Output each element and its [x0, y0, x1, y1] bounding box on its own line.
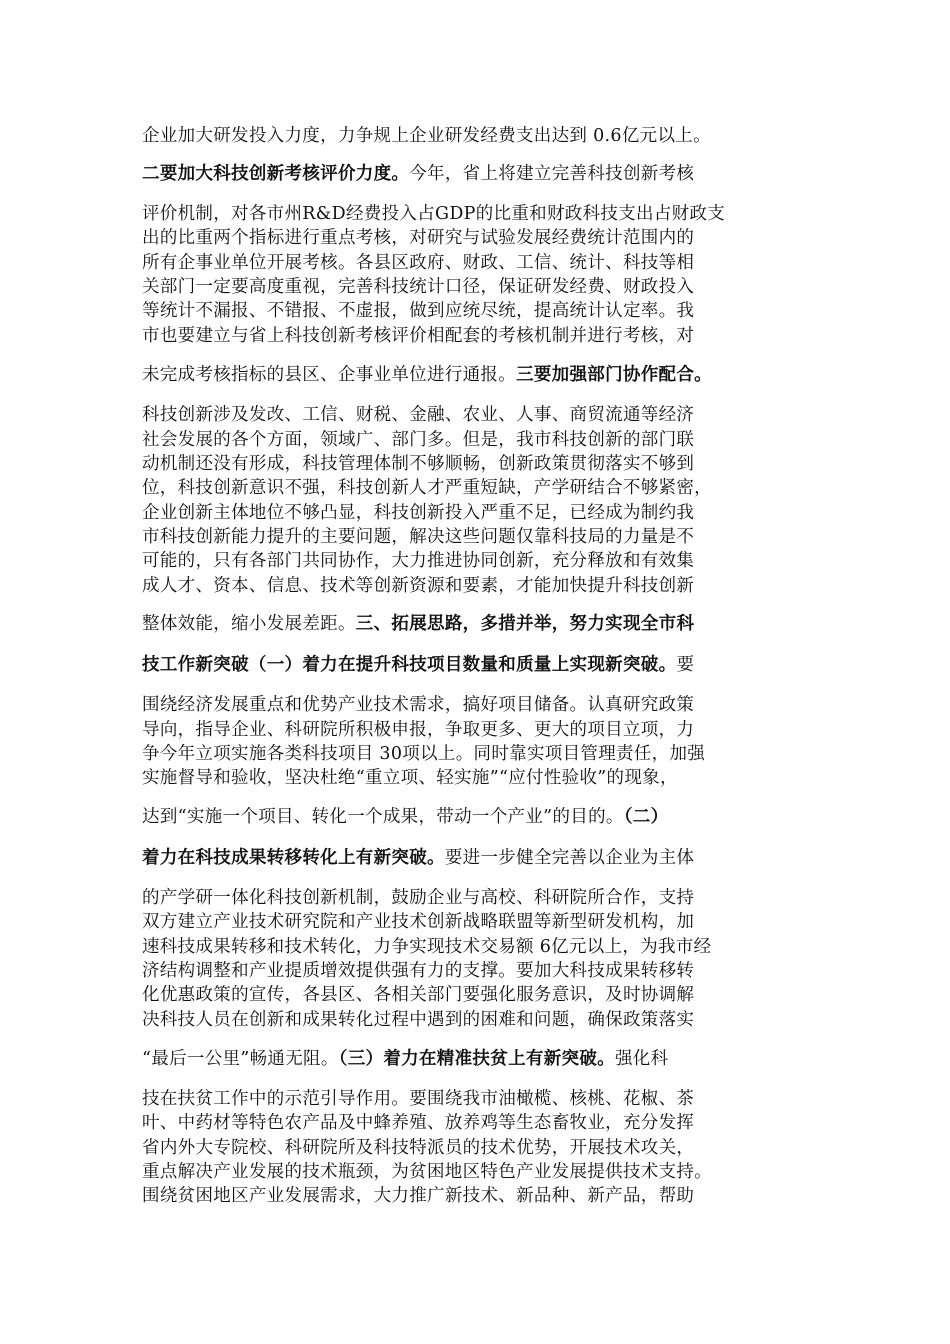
text-line: [142, 300, 822, 322]
body-text: 围绕贫困地区产业发展需求，大力推广新技术、新品种、新产品，帮助: [142, 1186, 695, 1206]
body-text: 叶、中药材等特色农产品及中蜂养殖、放养鸡等生态畜牧业，充分发挥: [142, 1113, 695, 1133]
body-text: 重点解决产业发展的技术瓶颈，为贫困地区特色产业发展提供技术支持。: [142, 1162, 712, 1182]
text-line: [142, 1161, 822, 1183]
body-text: 市也要建立与省上科技创新考核评价相配套的考核机制并进行考核，对: [142, 326, 695, 346]
bold-heading-text: 二要加大科技创新考核评价力度。: [142, 164, 410, 184]
text-line: [142, 252, 822, 274]
body-text: 出的比重两个指标进行重点考核，对研究与试验发展经费统计范围内的: [142, 228, 695, 248]
text-line: [142, 1048, 822, 1070]
text-line: [142, 694, 822, 716]
text-line: [142, 1185, 822, 1207]
body-text: 位，科技创新意识不强，科技创新人才严重短缺，产学研结合不够紧密，: [142, 478, 712, 498]
body-text: 争今年立项实施各类科技项目 30项以上。同时靠实项目管理责任，加强: [142, 744, 706, 764]
body-text: 济结构调整和产业提质增效提供强有力的支撑。要加大科技成果转移转: [142, 961, 695, 981]
body-text: 科技创新涉及发改、工信、财税、金融、农业、人事、商贸流通等经济: [142, 405, 695, 425]
body-text: “最后一公里”畅通无阻。: [142, 1049, 339, 1069]
body-text: 社会发展的各个方面，领域广、部门多。但是，我市科技创新的部门联: [142, 430, 695, 450]
body-text: 强化科: [614, 1049, 669, 1069]
text-line: [142, 1009, 822, 1031]
body-text: 可能的，只有各部门共同协作，大力推进协同创新，充分释放和有效集: [142, 551, 695, 571]
text-line: [142, 429, 822, 451]
text-line: [142, 911, 822, 933]
body-text: 企业加大研发投入力度，力争规上企业研发经费支出达到 0.6亿元以上。: [142, 126, 711, 146]
text-line: [142, 719, 822, 741]
body-text: 所有企事业单位开展考核。各县区政府、财政、工信、统计、科技等相: [142, 253, 695, 273]
bold-heading-text: 三、拓展思路，多措并举，努力实现全市科: [355, 614, 695, 634]
body-text: 技在扶贫工作中的示范引导作用。要围绕我市油橄榄、核桃、花椒、茶: [142, 1089, 695, 1109]
text-line: [142, 743, 822, 765]
text-line: [142, 936, 822, 958]
bold-heading-text: （二）: [623, 807, 669, 827]
text-line: [142, 227, 822, 249]
body-text: 未完成考核指标的县区、企事业单位进行通报。: [142, 365, 517, 385]
bold-heading-text: （三）着力在精准扶贫上有新突破。: [338, 1049, 615, 1069]
body-text: 企业创新主体地位不够凸显，科技创新投入严重不足，已经成为制约我: [142, 503, 695, 523]
text-line: [142, 276, 822, 298]
body-text: 要进一步健全完善以企业为主体: [444, 848, 695, 868]
text-line: [142, 1088, 822, 1110]
body-text: 市科技创新能力提升的主要问题，解决这些问题仅靠科技局的力量是不: [142, 527, 695, 547]
body-text: 双方建立产业技术研究院和产业技术创新战略联盟等新型研发机构，加: [142, 912, 695, 932]
body-text: 成人才、资本、信息、技术等创新资源和要素，才能加快提升科技创新: [142, 576, 695, 596]
body-text: 围绕经济发展重点和优势产业技术需求，搞好项目储备。认真研究政策: [142, 695, 695, 715]
text-line: [142, 806, 822, 828]
text-line: [142, 654, 822, 676]
text-line: [142, 325, 822, 347]
text-line: [142, 550, 822, 572]
text-line: [142, 575, 822, 597]
body-text: 评价机制，对各市州R&D经费投入占GDP的比重和财政科技支出占财政支: [142, 204, 726, 224]
text-line: [142, 526, 822, 548]
text-line: [142, 960, 822, 982]
text-line: [142, 847, 822, 869]
text-line: [142, 404, 822, 426]
body-text: 的产学研一体化科技创新机制，鼓励企业与高校、科研院所合作，支持: [142, 888, 695, 908]
text-line: [142, 1112, 822, 1134]
text-line: [142, 477, 822, 499]
text-line: [142, 453, 822, 475]
text-line: [142, 984, 822, 1006]
body-text: 化优惠政策的宣传，各县区、各相关部门要强化服务意识，及时协调解: [142, 985, 695, 1005]
text-line: [142, 163, 822, 185]
bold-heading-text: 着力在科技成果转移转化上有新突破。: [142, 848, 445, 868]
body-text: 等统计不漏报、不错报、不虚报，做到应统尽统，提高统计认定率。我: [142, 301, 695, 321]
text-line: [142, 613, 822, 635]
body-text: 今年，省上将建立完善科技创新考核: [409, 164, 695, 184]
body-text: 关部门一定要高度重视，完善科技统计口径，保证研发经费、财政投入: [142, 277, 695, 297]
body-text: 省内外大专院校、科研院所及科技特派员的技术优势，开展技术攻关，: [142, 1138, 695, 1158]
body-text: 达到“实施一个项目、转化一个成果，带动一个产业”的目的。: [142, 807, 624, 827]
text-line: [142, 125, 822, 147]
body-text: 整体效能，缩小发展差距。: [142, 614, 356, 634]
text-line: [142, 502, 822, 524]
bold-heading-text: 三要加强部门协作配合。: [516, 365, 712, 385]
body-text: 动机制还没有形成，科技管理体制不够顺畅，创新政策贯彻落实不够到: [142, 454, 695, 474]
text-line: [142, 1137, 822, 1159]
body-text: 实施督导和验收，坚决杜绝“重立项、轻实施”“应付性验收”的现象，: [142, 768, 678, 788]
body-text: 导向，指导企业、科研院所积极申报，争取更多、更大的项目立项，力: [142, 720, 695, 740]
text-line: [142, 364, 822, 386]
bold-heading-text: 技工作新突破（一）着力在提升科技项目数量和质量上实现新突破。: [142, 655, 677, 675]
body-text: 要: [676, 655, 695, 675]
text-line: [142, 887, 822, 909]
body-text: 速科技成果转移和技术转化，力争实现技术交易额 6亿元以上，为我市经: [142, 937, 712, 957]
text-line: [142, 767, 822, 789]
body-text: 决科技人员在创新和成果转化过程中遇到的困难和问题，确保政策落实: [142, 1010, 695, 1030]
text-line: [142, 203, 822, 225]
